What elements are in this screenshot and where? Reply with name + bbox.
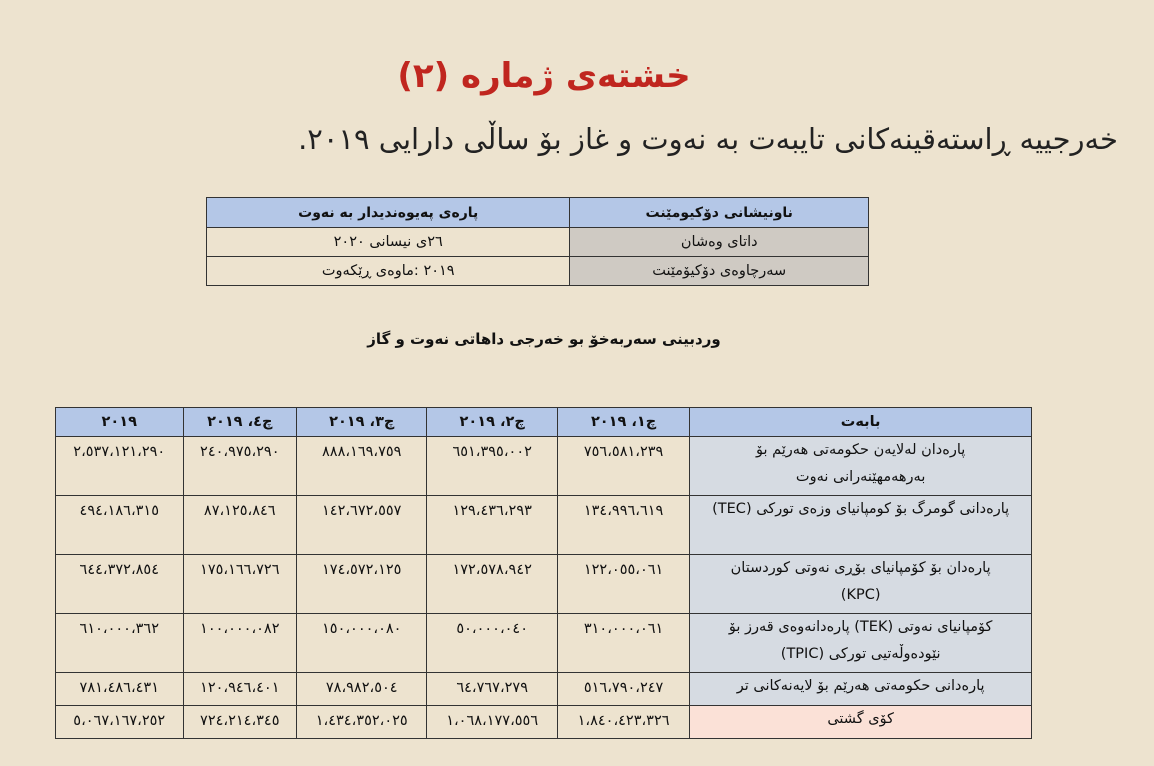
table-row — [56, 614, 1032, 673]
page-subtitle: خەرجییە ڕاستەقینەکانی تایبەت بە نەوت و غاز بۆ ساڵی دارایی ٢٠١٩. — [298, 122, 1118, 156]
total-value: ٥،٠٦٧،١٦٧،٢٥٢ — [56, 706, 184, 739]
table-row — [56, 437, 1032, 496]
table-header-row — [207, 198, 869, 228]
row-label: پارەدانی حکومەتی هەرێم بۆ لایەنەکانی تر — [690, 673, 1032, 706]
cell-value: ١٣٤،٩٩٦،٦١٩ — [557, 496, 689, 555]
total-value: ١،٠٦٨،١٧٧،٥٥٦ — [427, 706, 557, 739]
column-header: ناونیشانی دۆکیومێنت — [570, 198, 869, 228]
expenditure-table — [55, 407, 1032, 739]
cell-value: ٢٤٠،٩٧٥،٢٩٠ — [183, 437, 297, 496]
total-value: ١،٨٤٠،٤٢٣،٣٢٦ — [557, 706, 689, 739]
cell-value: ١٢٢،٠٥٥،٠٦١ — [557, 555, 689, 614]
column-header: ٢٠١٩ — [56, 408, 184, 437]
cell-value: ١٧٤،٥٧٢،١٢٥ — [297, 555, 427, 614]
column-header: چ٣، ٢٠١٩ — [297, 408, 427, 437]
cell-value: ١٧٢،٥٧٨،٩٤٢ — [427, 555, 557, 614]
cell-value: ١٤٢،٦٧٢،٥٥٧ — [297, 496, 427, 555]
row-label: کۆمپانیای نەوتی (TEK) پارەدانەوەی قەرز بۆ نێودەوڵەتیی تورکی (TPIC) — [690, 614, 1032, 673]
table-row — [207, 257, 869, 286]
cell-value: ١٢٠،٩٤٦،٤٠١ — [183, 673, 297, 706]
total-row — [56, 706, 1032, 739]
cell-value: ٤٩٤،١٨٦،٣١٥ — [56, 496, 184, 555]
total-label: کۆی گشتی — [690, 706, 1032, 739]
column-header: بابەت — [690, 408, 1032, 437]
cell-value: ١٢٩،٤٣٦،٢٩٣ — [427, 496, 557, 555]
cell-value: ١٠٠،٠٠٠،٠٨٢ — [183, 614, 297, 673]
cell-value: ٦٤،٧٦٧،٢٧٩ — [427, 673, 557, 706]
row-label: داتای وەشان — [570, 228, 869, 257]
row-label: پارەدان لەلایەن حکومەتی هەرێم بۆ بەرهەمهێنەرانی نەوت — [690, 437, 1032, 496]
document-info-table — [206, 197, 869, 286]
cell-value: ٧٥٦،٥٨١،٢٣٩ — [557, 437, 689, 496]
cell-value: ٢،٥٣٧،١٢١،٢٩٠ — [56, 437, 184, 496]
column-header: پارەی پەیوەندیدار بە نەوت — [207, 198, 570, 228]
column-header: چ٤، ٢٠١٩ — [183, 408, 297, 437]
row-value: ٢٦ی نیسانی ٢٠٢٠ — [207, 228, 570, 257]
table-caption: وردبینی سەربەخۆ بو خەرجی داهاتی نەوت و گاز — [367, 330, 721, 348]
column-header: چ٢، ٢٠١٩ — [427, 408, 557, 437]
cell-value: ٥٠،٠٠٠،٠٤٠ — [427, 614, 557, 673]
cell-value: ٧٨١،٤٨٦،٤٣١ — [56, 673, 184, 706]
cell-value: ٦٥١،٣٩٥،٠٠٢ — [427, 437, 557, 496]
table-row — [56, 555, 1032, 614]
cell-value: ٦٤٤،٣٧٢،٨٥٤ — [56, 555, 184, 614]
cell-value: ٣١٠،٠٠٠،٠٦١ — [557, 614, 689, 673]
column-header: چ١، ٢٠١٩ — [557, 408, 689, 437]
total-value: ١،٤٣٤،٣٥٢،٠٢٥ — [297, 706, 427, 739]
table-row — [56, 673, 1032, 706]
table-row — [56, 496, 1032, 555]
row-label: پارەدانی گومرگ بۆ کومپانیای وزەی تورکی (TEC) — [690, 496, 1032, 555]
table-title: خشتەی ژمارە (٢) — [397, 56, 691, 96]
table-row — [207, 228, 869, 257]
total-value: ٧٢٤،٢١٤،٣٤٥ — [183, 706, 297, 739]
cell-value: ٦١٠،٠٠٠،٣٦٢ — [56, 614, 184, 673]
table-header-row — [56, 408, 1032, 437]
row-value: ٢٠١٩ :ماوەی ڕێکەوت — [207, 257, 570, 286]
cell-value: ٥١٦،٧٩٠،٢٤٧ — [557, 673, 689, 706]
cell-value: ١٧٥،١٦٦،٧٢٦ — [183, 555, 297, 614]
cell-value: ٨٧،١٢٥،٨٤٦ — [183, 496, 297, 555]
cell-value: ٨٨٨،١٦٩،٧٥٩ — [297, 437, 427, 496]
row-label: پارەدان بۆ کۆمپانیای بۆڕی نەوتی کوردستان (KPC) — [690, 555, 1032, 614]
row-label: سەرچاوەی دۆکیۆمێنت — [570, 257, 869, 286]
cell-value: ٧٨،٩٨٢،٥٠٤ — [297, 673, 427, 706]
cell-value: ١٥٠،٠٠٠،٠٨٠ — [297, 614, 427, 673]
